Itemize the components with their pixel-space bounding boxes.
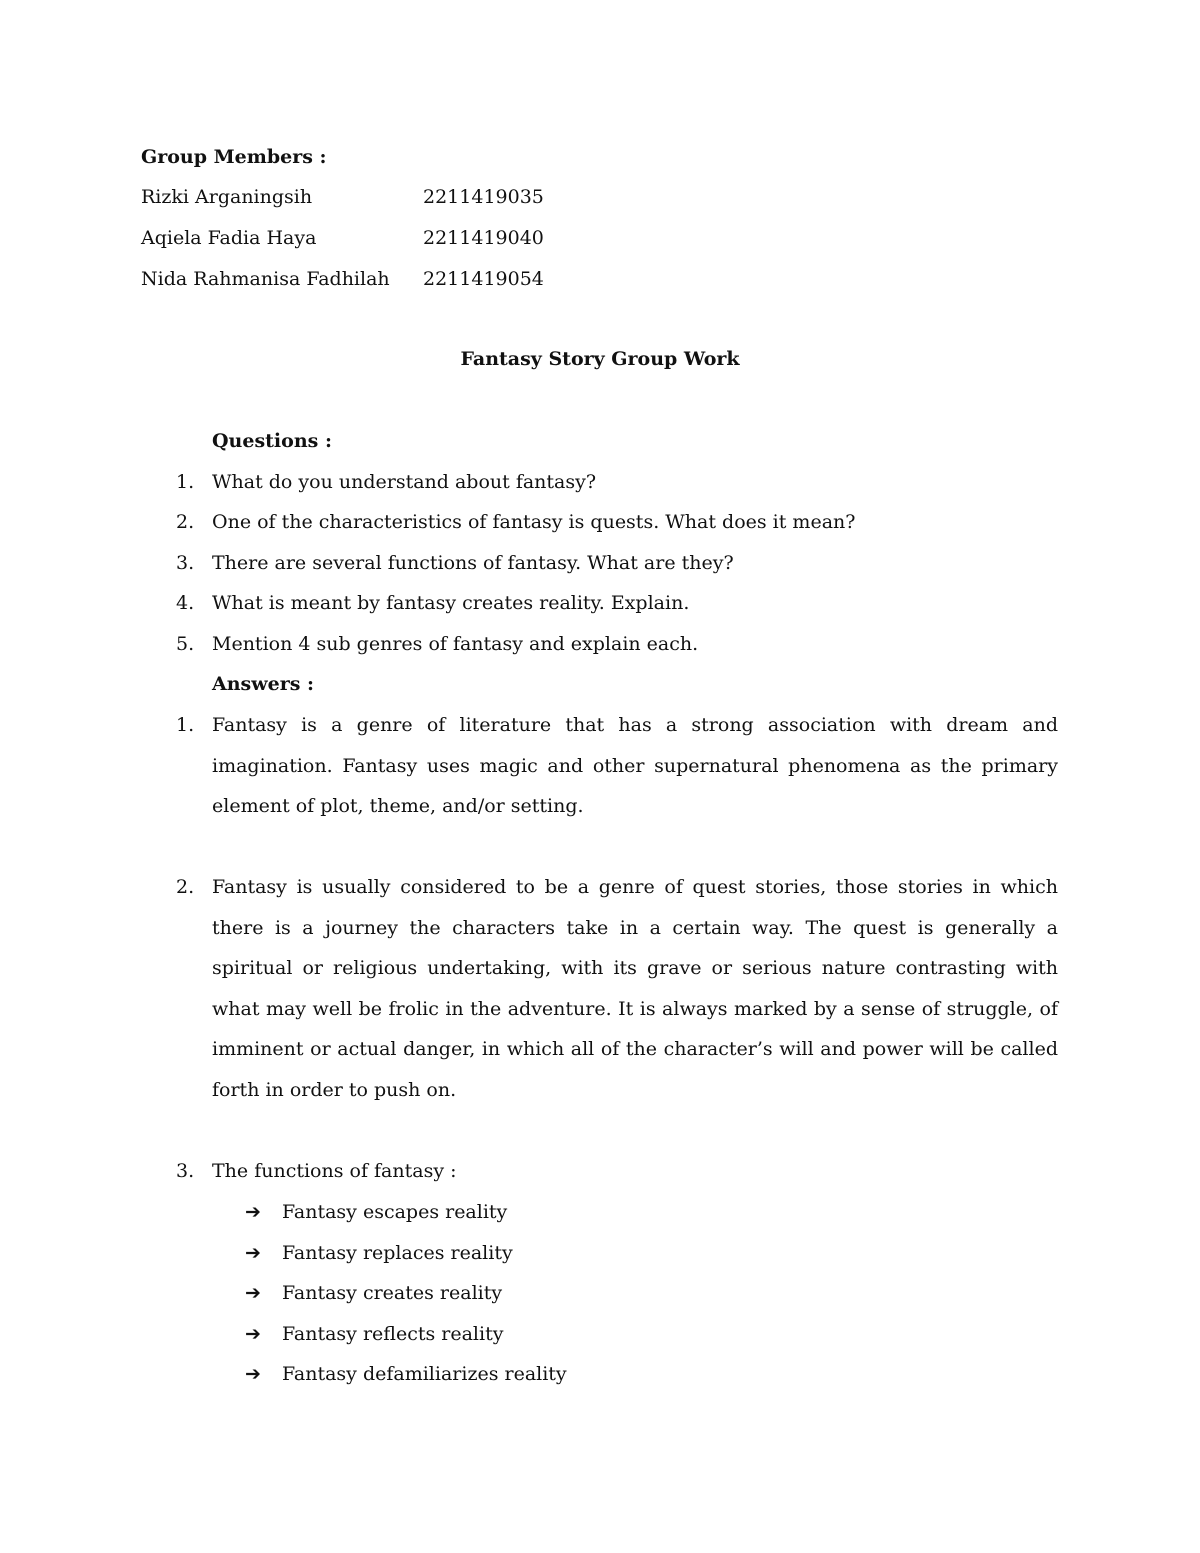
answer-number: 2. [176,876,195,898]
member-name: Aqiela Fadia Haya [141,227,317,249]
question-text: One of the characteristics of fantasy is quests. What does it mean? [212,511,856,533]
function-text: Fantasy reflects reality [282,1323,504,1345]
function-text: Fantasy creates reality [282,1282,503,1304]
right-arrow-icon: ➔ [245,1363,261,1385]
question-number: 2. [176,511,195,533]
answer-number: 3. [176,1160,195,1182]
answers-heading: Answers : [212,673,315,695]
member-id: 2211419040 [423,227,544,249]
member-id: 2211419054 [423,268,544,290]
answer-text: Fantasy is usually considered to be a genre of quest stories, those stories in which there is a journey the characters take in a certain way. The quest is generally a spiritual or religious undertaking, with its grave or serious nature contrasting with what may well be frolic in the adventure. It is always marked by a sense of struggle, of imminent or actual danger, in which all of the character’s will and power will be called forth in order to push on. [212,876,1058,1101]
member-name: Rizki Arganingsih [141,186,313,208]
question-text: Mention 4 sub genres of fantasy and explain each. [212,633,699,655]
question-number: 4. [176,592,195,614]
right-arrow-icon: ➔ [245,1201,261,1223]
right-arrow-icon: ➔ [245,1323,261,1345]
question-number: 3. [176,552,195,574]
answer-text: Fantasy is a genre of literature that has a strong association with dream and imagination. Fantasy uses magic and other supernatural phenomena as the primary element of plot, theme, and/or setting. [212,714,1058,818]
question-text: What do you understand about fantasy? [212,471,597,493]
member-id: 2211419035 [423,186,544,208]
right-arrow-icon: ➔ [245,1282,261,1304]
question-number: 1. [176,471,195,493]
answer-number: 1. [176,714,195,736]
group-members-heading: Group Members : [141,146,327,168]
question-text: What is meant by fantasy creates reality. Explain. [212,592,690,614]
question-number: 5. [176,633,195,655]
member-name: Nida Rahmanisa Fadhilah [141,268,390,290]
function-text: Fantasy replaces reality [282,1242,513,1264]
questions-heading: Questions : [212,430,332,452]
page-title: Fantasy Story Group Work [460,348,740,370]
answer-text: The functions of fantasy : [212,1160,457,1182]
function-text: Fantasy defamiliarizes reality [282,1363,567,1385]
function-text: Fantasy escapes reality [282,1201,508,1223]
right-arrow-icon: ➔ [245,1242,261,1264]
question-text: There are several functions of fantasy. What are they? [212,552,734,574]
